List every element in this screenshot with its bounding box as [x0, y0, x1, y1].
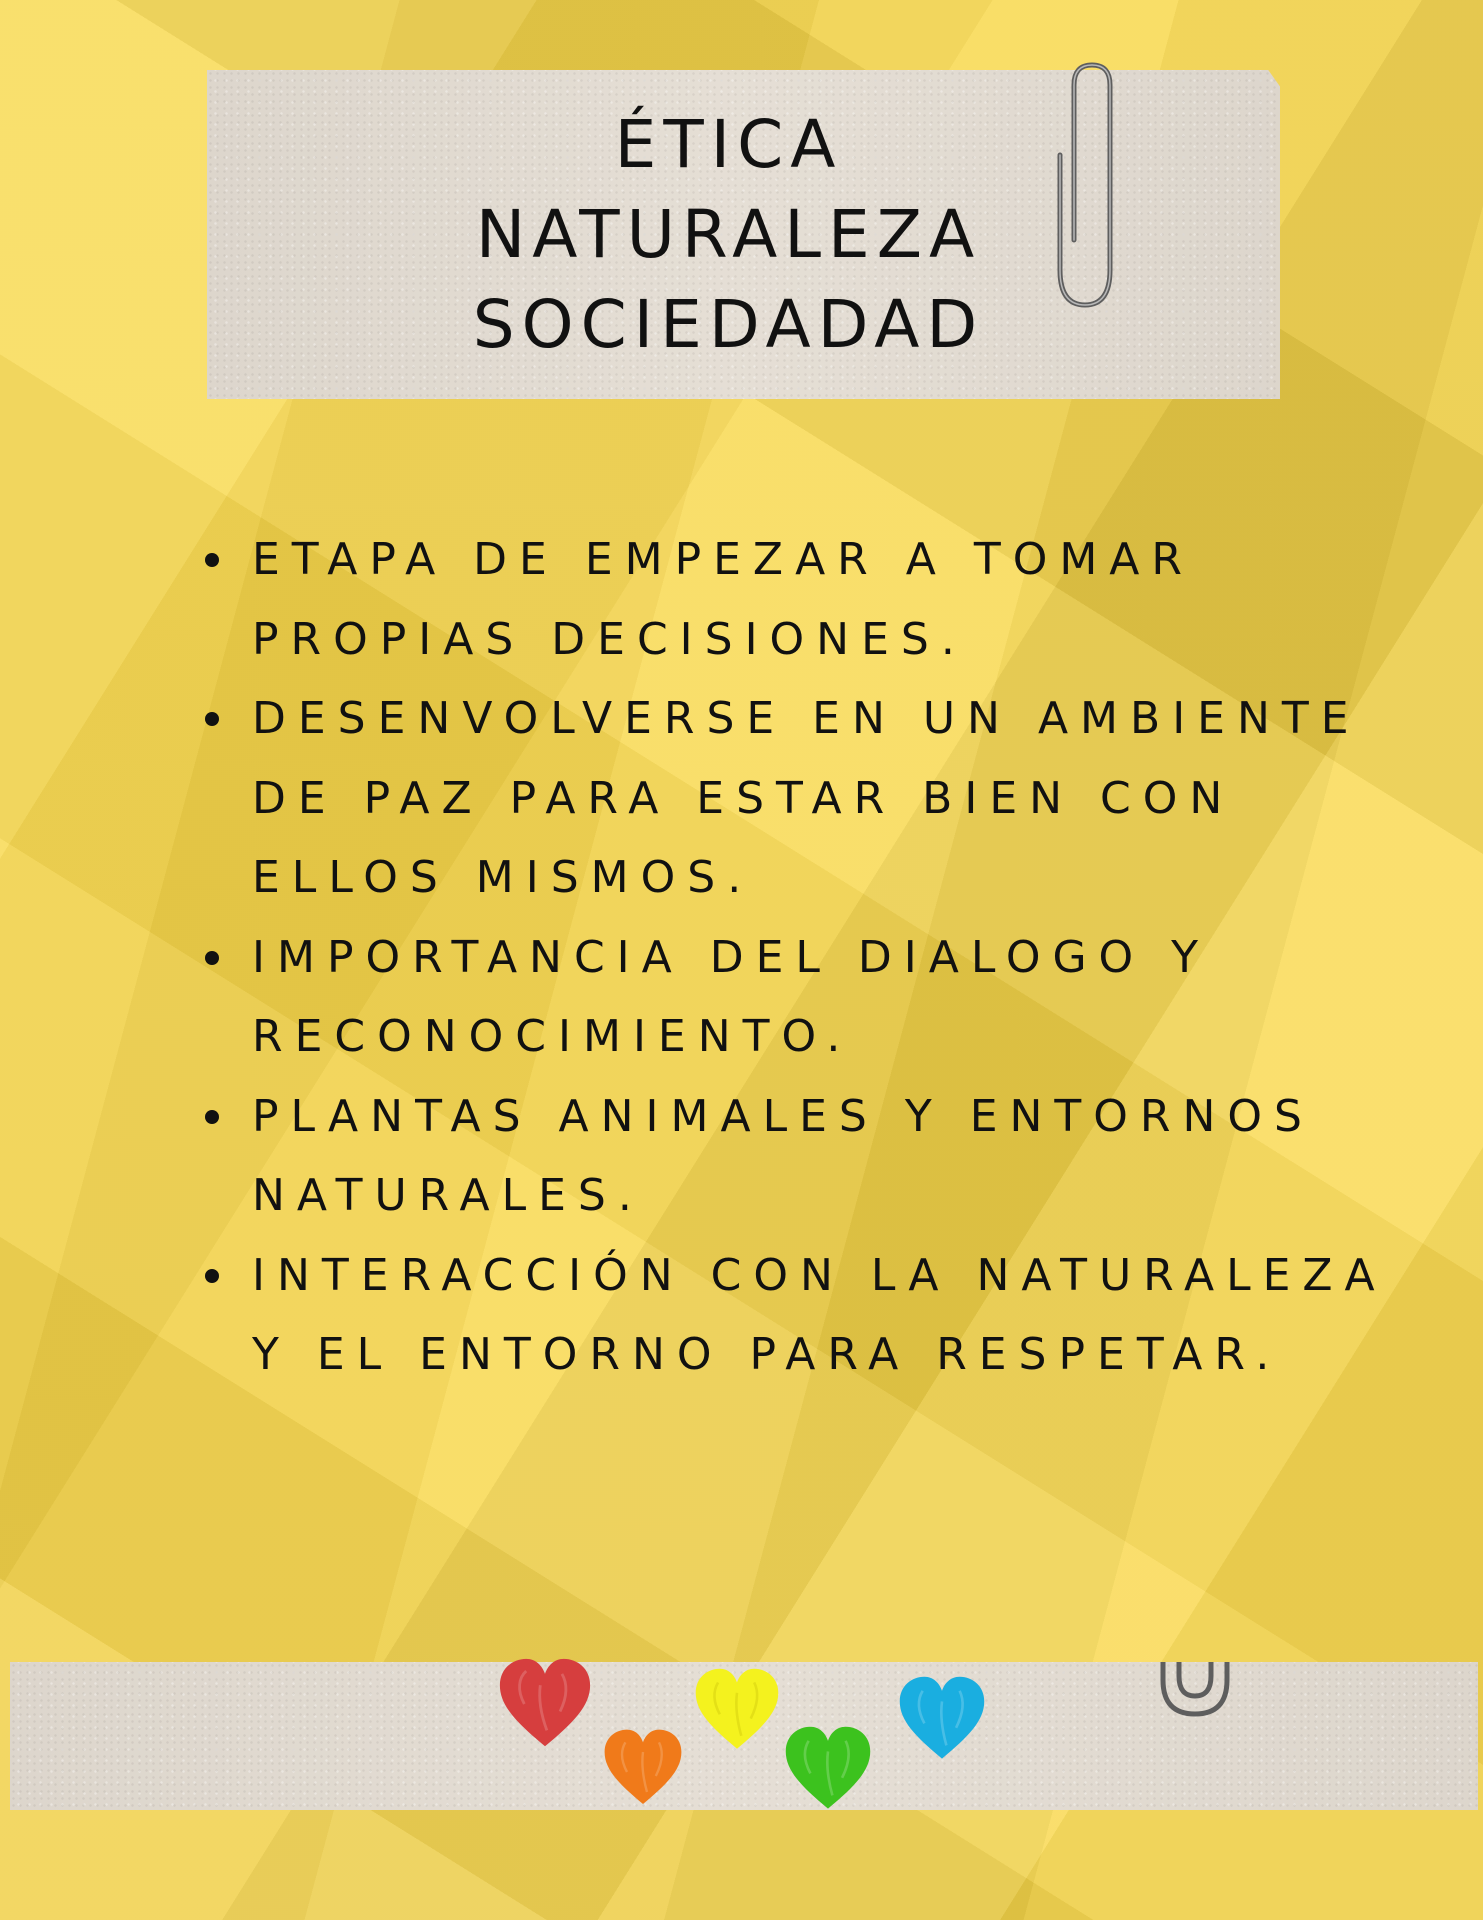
title-line-naturaleza: NATURALEZA: [475, 195, 982, 273]
list-item-text: IMPORTANCIA DEL DIALOGO Y RECONOCIMIENTO.: [252, 931, 1211, 1062]
green-heart-icon: [784, 1724, 872, 1814]
list-item-text: ETAPA DE EMPEZAR A TOMAR PROPIAS DECISIONES.: [252, 534, 1194, 665]
list-item-text: DESENVOLVERSE EN UN AMBIENTE DE PAZ PARA ESTAR BIEN CON ELLOS MISMOS.: [252, 693, 1361, 903]
blue-heart-icon: [898, 1673, 986, 1765]
list-item: [200, 1077, 1400, 1236]
list-item: [200, 1236, 1400, 1395]
red-heart-icon: [498, 1655, 592, 1753]
bullet-list: [200, 520, 1400, 1395]
bullet-dot: [205, 951, 219, 965]
list-item-text: PLANTAS ANIMALES Y ENTORNOS NATURALES.: [252, 1090, 1314, 1221]
title-line-sociedad: SOCIEDADAD: [472, 285, 985, 363]
bullet-dot: [205, 553, 219, 567]
bullet-dot: [205, 1110, 219, 1124]
yellow-heart-icon: [694, 1665, 780, 1755]
list-item: [200, 918, 1400, 1077]
paperclip-icon: [1040, 60, 1120, 320]
bullet-dot: [205, 712, 219, 726]
orange-heart-icon: [603, 1726, 683, 1810]
list-item: [200, 679, 1400, 918]
list-item-text: INTERACCIÓN CON LA NATURALEZA Y EL ENTORNO PARA RESPETAR.: [252, 1249, 1387, 1380]
paperclip-icon: [1155, 1662, 1235, 1722]
bullet-dot: [205, 1269, 219, 1283]
list-item: [200, 520, 1400, 679]
title-line-etica: ÉTICA: [614, 105, 843, 183]
